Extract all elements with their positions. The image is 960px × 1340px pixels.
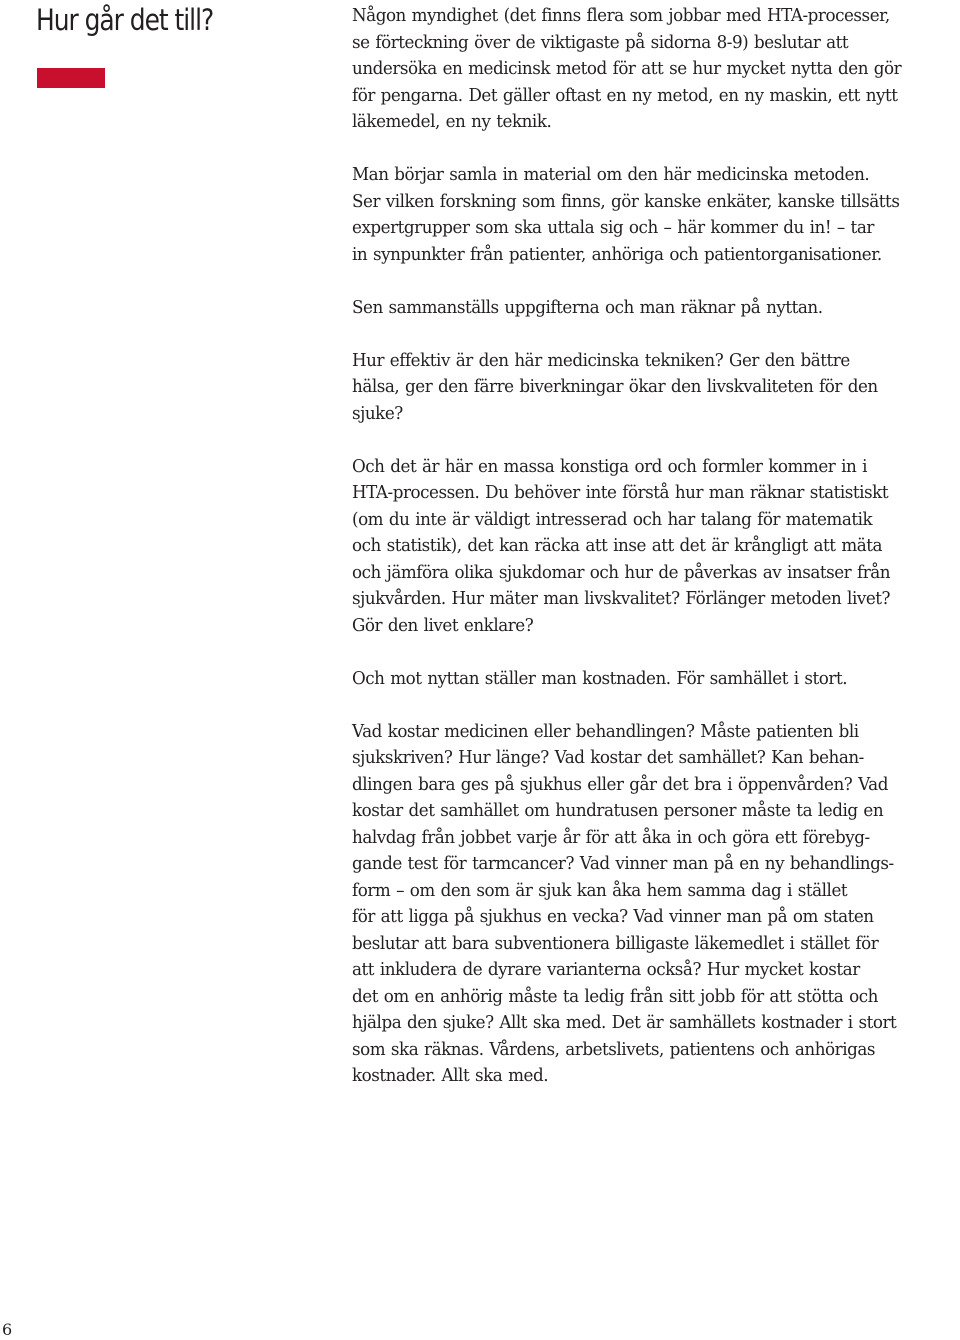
body-text <box>352 3 917 1116</box>
paragraph: Och mot nyttan ställer man kostnaden. För samhället i stort. <box>352 667 848 689</box>
paragraph: Hur effektiv är den här medicinska tekniken? Ger den bättre hälsa, ger den färre biverkningar ökar den livskvaliteten för den sjuke? <box>352 349 878 424</box>
paragraph: Och det är här en massa konstiga ord och formler kommer in i HTA-processen. Du behöver inte förstå hur man räknar statistiskt (om du inte är väldigt intresserad och har talang för matematik och statistik), det kan räcka att inse att det är krångligt att mäta och jämföra olika sjukdomar och hur de påverkas av insatser från sjukvården. Hur mäter man livskvalitet? Förlänger metoden livet? Gör den livet enklare? <box>352 455 891 636</box>
paragraph: Sen sammanställs uppgifterna och man räknar på nyttan. <box>352 296 823 318</box>
page-number: 6 <box>2 1320 13 1339</box>
paragraph: Man börjar samla in material om den här medicinska metoden. Ser vilken forskning som finns, gör kanske enkäter, kanske tillsätts expertgrupper som ska uttala sig och – här kommer du in! – tar in synpunkter från patienter, anhöriga och patientorganisationer. <box>352 164 900 265</box>
paragraph: Någon myndighet (det finns flera som jobbar med HTA-processer, se förteckning över de viktigaste på sidorna 8-9) beslutar att undersöka en medicinsk metod för att se hur mycket nytta den gör för pengarna. Det gäller oftast en ny metod, en ny maskin, ett nytt läkemedel, en ny teknik. <box>352 5 902 132</box>
paragraph: Vad kostar medicinen eller behandlingen? Måste patienten bli sjukskriven? Hur länge? Vad kostar det samhället? Kan behan- dlingen bara ges på sjukhus eller går det bra i öppenvården? Vad kostar det samhället om hundratusen personer måste ta ledig en halvdag från jobbet varje år för att åka in och göra ett förebyg- gande test för tarmcancer? Vad vinner man på en ny behandlings- form – om den som är sjuk kan åka hem samma dag i stället för att ligga på sjukhus en vecka? Vad vinner man på om staten beslutar att bara subventionera billigaste läkemedlet i stället för att inkludera de dyrare varianterna också? Hur mycket kostar det om en anhörig måste ta ledig från sitt jobb för att stötta och hjälpa den sjuke? Allt ska med. Det är samhällets kostnader i stort som ska räknas. Vårdens, arbetslivets, patientens och anhörigas kostnader. Allt ska med. <box>352 720 897 1086</box>
accent-bar <box>37 68 105 88</box>
page-heading: Hur går det till? <box>36 3 214 37</box>
